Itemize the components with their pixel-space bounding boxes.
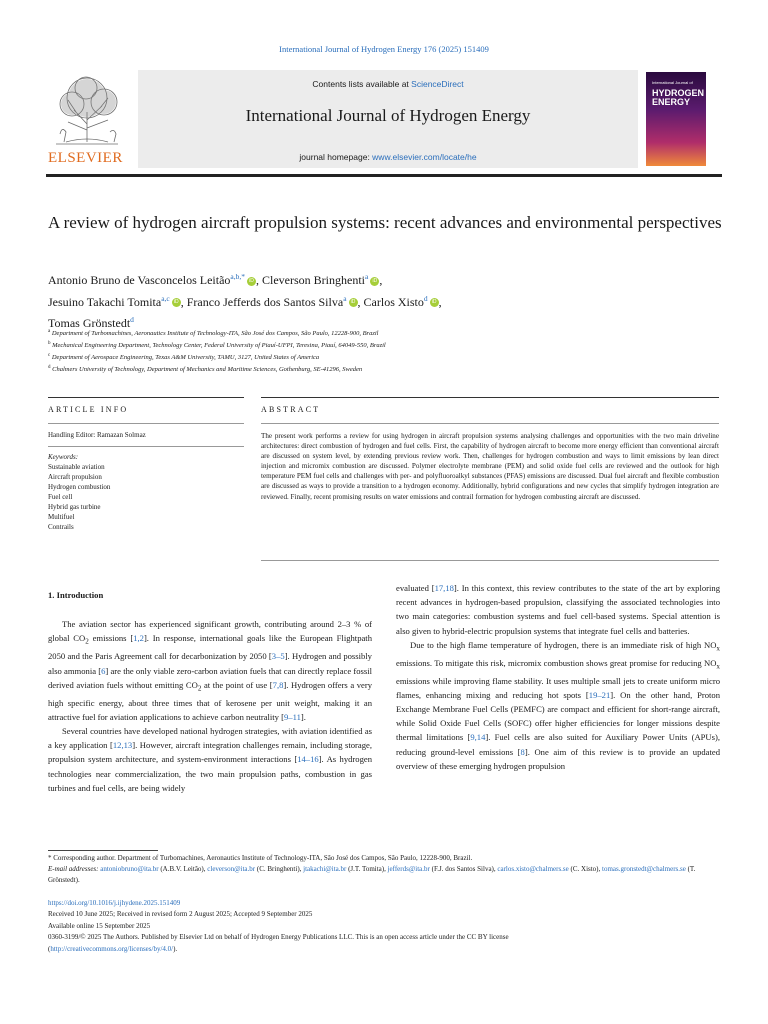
- article-info-heading: ARTICLE INFO: [48, 405, 129, 414]
- email-owner: (C. Xisto),: [568, 865, 603, 874]
- text-run: at the point of use [: [201, 679, 273, 690]
- text-run: ]. Fuel cells are also suited for Auxiliary Power Units (APUs), reducing ground-level emissions [: [396, 732, 720, 757]
- affiliations: [48, 327, 728, 375]
- citation-link[interactable]: 8: [520, 746, 525, 757]
- email-addresses: [48, 864, 720, 886]
- intro-paragraph-3: [396, 581, 720, 638]
- journal-cover-thumbnail[interactable]: [646, 72, 706, 166]
- received-dates: Received 10 June 2025; Received in revised form 2 August 2025; Accepted 9 September 2025: [48, 910, 313, 919]
- author-name[interactable]: Jesuino Takachi Tomita: [48, 294, 162, 309]
- affiliation-mark: c: [48, 352, 51, 358]
- journal-title: International Journal of Hydrogen Energy: [245, 106, 531, 125]
- author-affiliation-marks[interactable]: a: [343, 293, 347, 303]
- author-separator: ,: [357, 294, 364, 309]
- abstract-heading: ABSTRACT: [261, 405, 321, 414]
- subscript: 2: [197, 684, 202, 693]
- orcid-icon[interactable]: iD: [370, 277, 379, 286]
- author-name[interactable]: Franco Jefferds dos Santos Silva: [186, 294, 344, 309]
- email-owner: (T. Grönstedt).: [48, 865, 696, 885]
- subscript: x: [716, 644, 720, 653]
- article-info-rule: [48, 446, 244, 447]
- author-list: [48, 268, 728, 333]
- journal-homepage-line: [138, 152, 638, 162]
- text-run: The aviation sector has experienced significant growth, contributing around 2–3 % of global CO: [48, 619, 372, 644]
- text-run: ]. Hydrogen and possibly also ammonia [: [48, 651, 372, 676]
- contents-prefix: Contents lists available at: [312, 79, 412, 89]
- citation-link[interactable]: 9,14: [470, 732, 486, 743]
- intro-paragraph-4: [396, 638, 720, 773]
- citation-link[interactable]: 1,2: [133, 633, 144, 644]
- body-column-right: [396, 581, 720, 773]
- author-affiliation-marks[interactable]: d: [423, 293, 428, 303]
- author-name[interactable]: Carlos Xisto: [363, 294, 424, 309]
- email-link[interactable]: jefferds@ita.br: [387, 865, 430, 874]
- affiliation-text: Mechanical Engineering Department, Technology Center, Federal University of Piauí-UFPI, Teresina, Piauí, 64049-550, Brazil: [52, 342, 386, 350]
- footnote-rule: [48, 850, 158, 851]
- affiliation-text: Department of Aerospace Engineering, Texas A&M University, TAMU, 3127, United States of America: [51, 354, 320, 362]
- contents-line: [138, 79, 638, 89]
- keywords-label: Keywords:: [48, 453, 79, 461]
- masthead-rule: [46, 174, 722, 177]
- author-separator: ,: [256, 273, 263, 287]
- keyword-item: Sustainable aviation: [48, 463, 105, 471]
- author-name[interactable]: Tomas Grönstedt: [48, 316, 131, 330]
- author-separator: ,: [379, 273, 383, 287]
- citation-link[interactable]: 12,13: [112, 740, 133, 751]
- text-run: ] are the only viable zero-carbon aviation fuels that can directly replace fossil derived aviation fuels without emitting CO: [48, 665, 373, 690]
- orcid-icon[interactable]: iD: [349, 298, 358, 307]
- text-run: emissions while improving flame stability. It uses multiple small jets to create uniform micro flames, enhancing mixing and reducing hot spots [: [396, 675, 720, 700]
- keyword-item: Aircraft propulsion: [48, 473, 102, 481]
- text-run: ]. On the other hand, Proton Exchange Membrane Fuel Cells (PEMFC) are compact and efficient for short-range aircraft, while Solid Oxide Fuel Cells (SOFC) offer higher efficiencies for longer missions despite thermal limitations [: [396, 689, 721, 743]
- abstract-rule: [261, 423, 719, 424]
- intro-paragraph-2: [48, 724, 372, 795]
- affiliation-mark: a: [48, 329, 51, 334]
- publication-info: [48, 898, 720, 955]
- text-run: Due to the high flame temperature of hydrogen, there is an immediate risk of high NO: [410, 639, 717, 650]
- author-affiliation-marks[interactable]: a,c: [161, 293, 170, 303]
- affiliation-text: Chalmers University of Technology, Department of Mechanics and Maritime Sciences, Gothenburg, SE-41296, Sweden: [52, 366, 363, 374]
- citation-link[interactable]: 9–11: [284, 711, 301, 722]
- publisher-wordmark: ELSEVIER: [48, 150, 123, 166]
- email-owner: (C. Bringhenti),: [255, 865, 304, 874]
- citation-link[interactable]: 19–21: [588, 689, 611, 700]
- available-online: Available online 15 September 2025: [48, 921, 151, 930]
- keyword-item: Contrails: [48, 523, 74, 531]
- text-run: ].: [300, 711, 306, 722]
- masthead-banner: [138, 70, 638, 168]
- citation-link[interactable]: 7,8: [272, 679, 284, 690]
- footnotes: [48, 853, 720, 887]
- affiliation-item: [48, 351, 728, 363]
- citation-link[interactable]: 3–5: [271, 651, 285, 662]
- orcid-icon[interactable]: iD: [247, 277, 256, 286]
- intro-paragraph-1: [48, 617, 372, 724]
- citation-link[interactable]: 6: [101, 665, 106, 676]
- handling-editor: Handling Editor: Ramazan Solmaz: [48, 431, 146, 439]
- article-info-top-rule: [48, 397, 244, 398]
- sciencedirect-link[interactable]: ScienceDirect: [411, 79, 464, 89]
- citation-link[interactable]: 14–16: [297, 754, 319, 765]
- email-label: E-mail addresses:: [48, 865, 99, 874]
- article-title: A review of hydrogen aircraft propulsion systems: recent advances and environmental perspectives: [48, 213, 722, 232]
- abstract-text: The present work performs a review for using hydrogen in aircraft propulsion systems analysing challenges and opportunities with the two main driveline architectures: direct combustion of hydrogen and fuel cells. First, the capability of hydrogen aircraft to become more energy efficient than conventional aircraft are discussed on system level, by extending previous review work. Then, challenges for hydrogen combustion and ways to limit emissions by lean direct injection and micromix combustion are discussed. Polymer electrolyte membrane (PEM) and solid oxide fuel cells are reviewed and the outlook for high temperature PEM fuel cells and challenges with per- and polyfluoroalkyl substances (PFAS) emissions are discussed. Dual fuel aircraft and flexible combustion are discussed as ways to provide a transition to a hydrogen economy. Additionally, hybrid configurations and new cycles that simplify hydrogen integration are reviewed. Finally, recent promising results on water emissions and contrail formation for hydrogen combusting aircraft are discussed.: [261, 432, 719, 501]
- license-link[interactable]: http://creativecommons.org/licenses/by/4.0/: [50, 944, 174, 953]
- text-run: ]. Hydrogen offers a very high specific energy, about three times that of kerosene per unit weight, making it an attractive fuel for aviation applications to achieve carbon neutrality [: [48, 679, 372, 722]
- affiliation-item: [48, 327, 728, 339]
- email-link[interactable]: tomas.gronstedt@chalmers.se: [602, 865, 686, 874]
- author-affiliation-marks[interactable]: a,b,*: [230, 272, 246, 281]
- email-link[interactable]: carlos.xisto@chalmers.se: [497, 865, 569, 874]
- text-run: ]. However, aircraft integration challenges remain, including storage, propulsion system architecture, and system-environment interactions [: [48, 740, 372, 765]
- license-link-line: (http://creativecommons.org/licenses/by/4.0/).: [48, 944, 178, 953]
- author-name[interactable]: Antonio Bruno de Vasconcelos Leitão: [48, 273, 231, 287]
- corresponding-author-note: * Corresponding author. Department of Turbomachines, Aeronautics Institute of Technology-ITA, São José dos Campos, São Paulo, 12228-900, Brazil.: [48, 854, 473, 862]
- affiliation-mark: d: [48, 364, 51, 370]
- email-owner: (F.J. dos Santos Silva),: [429, 865, 498, 874]
- cover-title: [652, 89, 704, 107]
- text-run: ]. In response, international goals like the European Flightpath 2050 and the Paris Agreement call for decarbonization by 2050 [: [48, 633, 372, 662]
- text-run: emissions. To mitigate this risk, micromix combustion shows great promise for reducing NO: [396, 657, 717, 668]
- keyword-item: Fuel cell: [48, 493, 73, 501]
- cover-title-line2: ENERGY: [652, 97, 691, 107]
- orcid-icon[interactable]: iD: [430, 298, 439, 307]
- cover-title-line1: HYDROGEN: [652, 88, 705, 98]
- email-link[interactable]: antoniobruno@ita.br: [100, 865, 159, 874]
- homepage-prefix: journal homepage:: [299, 152, 373, 162]
- text-run: emissions [: [88, 633, 134, 644]
- affiliation-mark: b: [48, 340, 51, 346]
- abstract-bottom-rule: [261, 560, 719, 561]
- journal-masthead: [46, 70, 722, 172]
- author-affiliation-marks[interactable]: d: [130, 315, 134, 324]
- keyword-item: Hydrogen combustion: [48, 483, 111, 491]
- abstract-top-rule: [261, 397, 719, 398]
- running-head[interactable]: International Journal of Hydrogen Energy 176 (2025) 151409: [279, 44, 489, 54]
- text-run: evaluated [: [396, 583, 435, 593]
- text-run: Several countries have developed national hydrogen strategies, with aviation identified as a key application [: [48, 726, 372, 751]
- email-link[interactable]: cleverson@ita.br: [207, 865, 256, 874]
- citation-link[interactable]: 17,18: [434, 583, 454, 593]
- affiliation-text: Department of Turbomachines, Aeronautics Institute of Technology-ITA, São José dos Campos, São Paulo, 12228-900, Brazil: [51, 330, 379, 338]
- orcid-icon[interactable]: iD: [172, 298, 181, 307]
- text-run: ]. As hydrogen technologies near commercialization, the two main propulsion paths, combustion in gas turbines and fuel cells, are being widely: [48, 754, 372, 793]
- subscript: 2: [85, 638, 89, 647]
- keywords-block: [48, 452, 244, 532]
- keyword-item: Hybrid gas turbine: [48, 503, 101, 511]
- email-owner: (A.B.V. Leitão),: [158, 865, 208, 874]
- license-text: 0360-3199/© 2025 The Authors. Published by Elsevier Ltd on behalf of Hydrogen Energy Publications LLC. This is an open access article under the CC BY license: [48, 933, 509, 942]
- email-link[interactable]: jtakachi@ita.br: [303, 865, 347, 874]
- email-owner: (J.T. Tomita),: [346, 865, 388, 874]
- text-run: ]. In this context, this review contributes to the state of the art by exploring recent advances in hydrogen-based propulsion, classifying the associated technologies into two main categories: combustion systems and fuel cell-based systems. Special attention is also given to hybrid-electric propulsion systems that integrate fuel cells and batteries.: [396, 583, 721, 636]
- section-heading-introduction: 1. Introduction: [48, 590, 104, 600]
- keyword-item: Multifuel: [48, 513, 75, 521]
- journal-homepage-link[interactable]: www.elsevier.com/locate/he: [372, 152, 477, 162]
- subscript: x: [716, 662, 720, 671]
- body-column-left: [48, 588, 372, 795]
- author-name[interactable]: Cleverson Bringhenti: [262, 273, 365, 287]
- author-separator: ,: [180, 294, 187, 309]
- text-run: ]. One aim of this review is to provide an updated overview of these emerging hydrogen propulsion: [396, 746, 721, 771]
- affiliation-item: [48, 339, 728, 351]
- author-affiliation-marks[interactable]: a: [365, 272, 369, 281]
- author-separator: ,: [438, 294, 442, 309]
- article-info-rule: [48, 423, 244, 424]
- affiliation-item: [48, 363, 728, 375]
- cover-small-text: International Journal of: [652, 80, 693, 85]
- doi-link[interactable]: https://doi.org/10.1016/j.ijhydene.2025.151409: [48, 899, 181, 907]
